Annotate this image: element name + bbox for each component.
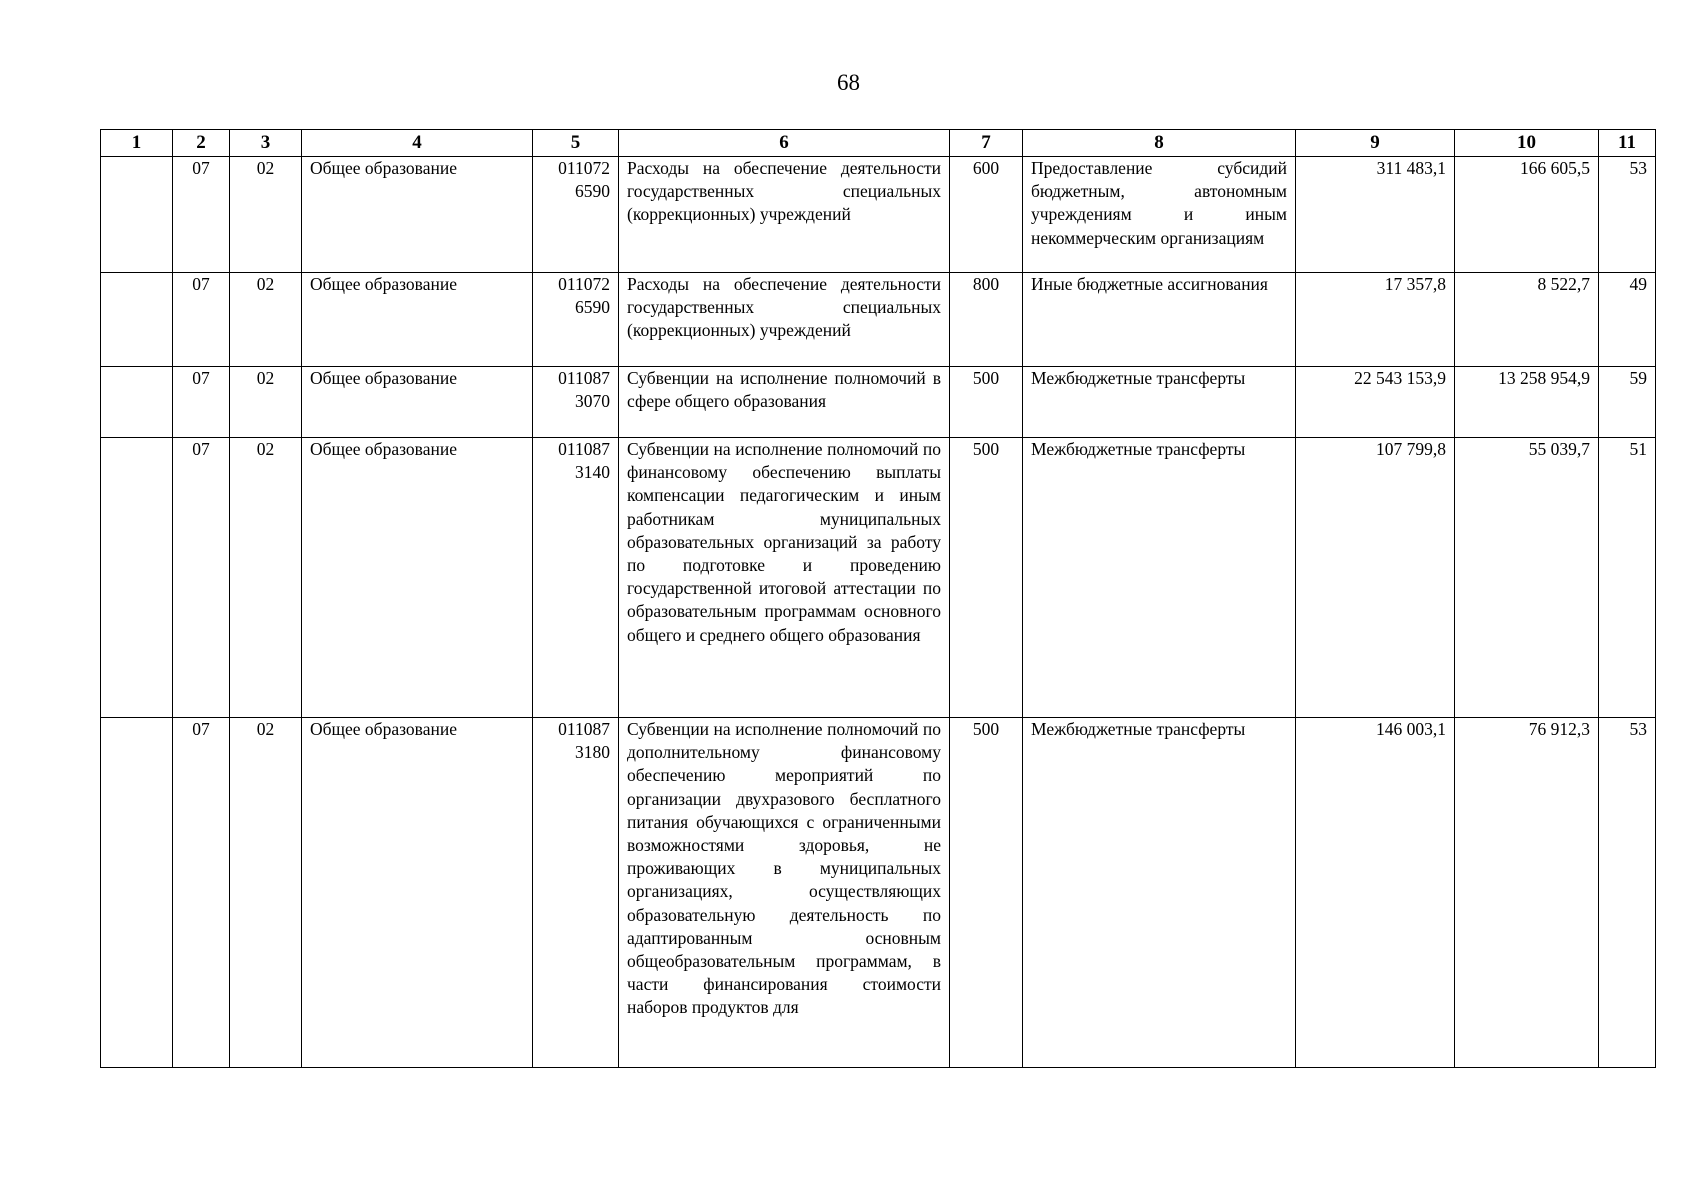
- percent-execution: 49: [1599, 273, 1656, 367]
- percent-execution: 53: [1599, 718, 1656, 1068]
- target-article-code: 011087 3070: [533, 367, 619, 438]
- amount-plan: 17 357,8: [1296, 273, 1455, 367]
- expense-description: Расходы на обеспечение деятельности государственных специальных (коррекционных) учреждений: [619, 273, 950, 367]
- column-header: 11: [1599, 130, 1656, 157]
- percent-execution: 59: [1599, 367, 1656, 438]
- table-row: [101, 157, 1656, 273]
- column-header: 5: [533, 130, 619, 157]
- section-name: Общее образование: [302, 367, 533, 438]
- amount-actual: 55 039,7: [1455, 438, 1599, 718]
- cell-col1: [101, 438, 173, 718]
- percent-execution: 51: [1599, 438, 1656, 718]
- subsection-code: 02: [230, 273, 302, 367]
- percent-execution: 53: [1599, 157, 1656, 273]
- expense-type-name: Межбюджетные трансферты: [1023, 438, 1296, 718]
- section-name: Общее образование: [302, 438, 533, 718]
- target-article-code: 011072 6590: [533, 157, 619, 273]
- section-name: Общее образование: [302, 718, 533, 1068]
- cell-col1: [101, 157, 173, 273]
- expense-description: Субвенции на исполнение полномочий по финансовому обеспечению выплаты компенсации педагогическим и иным работникам муниципальных образовательных организаций за работу по подготовке и проведению государственной итоговой аттестации по образовательным программам основного общего и среднего общего образования: [619, 438, 950, 718]
- expense-type-code: 500: [950, 718, 1023, 1068]
- target-article-code: 011072 6590: [533, 273, 619, 367]
- amount-actual: 8 522,7: [1455, 273, 1599, 367]
- column-header: 1: [101, 130, 173, 157]
- amount-plan: 311 483,1: [1296, 157, 1455, 273]
- expense-type-name: Межбюджетные трансферты: [1023, 718, 1296, 1068]
- subsection-code: 02: [230, 367, 302, 438]
- expense-type-name: Иные бюджетные ассигнования: [1023, 273, 1296, 367]
- section-code: 07: [173, 157, 230, 273]
- target-article-code: 011087 3180: [533, 718, 619, 1068]
- table-row: [101, 273, 1656, 367]
- section-code: 07: [173, 273, 230, 367]
- expense-description: Субвенции на исполнение полномочий по дополнительному финансовому обеспечению мероприятий по организации двухразового бесплатного питания обучающихся с ограниченными возможностями здоровья, не проживающих в муниципальных организациях, осуществляющих образовательную деятельность по адаптированным основным общеобразовательным программам, в части финансирования стоимости наборов продуктов для: [619, 718, 950, 1068]
- column-header: 8: [1023, 130, 1296, 157]
- amount-plan: 22 543 153,9: [1296, 367, 1455, 438]
- section-name: Общее образование: [302, 157, 533, 273]
- cell-col1: [101, 718, 173, 1068]
- expense-description: Субвенции на исполнение полномочий в сфере общего образования: [619, 367, 950, 438]
- column-header: 9: [1296, 130, 1455, 157]
- budget-table: [100, 129, 1656, 1068]
- expense-type-name: Предоставление субсидий бюджетным, автономным учреждениям и иным некоммерческим организациям: [1023, 157, 1296, 273]
- expense-description: Расходы на обеспечение деятельности государственных специальных (коррекционных) учреждений: [619, 157, 950, 273]
- section-code: 07: [173, 718, 230, 1068]
- column-header: 6: [619, 130, 950, 157]
- cell-col1: [101, 273, 173, 367]
- column-header: 4: [302, 130, 533, 157]
- amount-actual: 166 605,5: [1455, 157, 1599, 273]
- table-row: [101, 438, 1656, 718]
- subsection-code: 02: [230, 438, 302, 718]
- table-row: [101, 718, 1656, 1068]
- expense-type-code: 500: [950, 367, 1023, 438]
- page-number: 68: [837, 70, 860, 95]
- column-header: 2: [173, 130, 230, 157]
- column-header: 7: [950, 130, 1023, 157]
- subsection-code: 02: [230, 157, 302, 273]
- amount-plan: 107 799,8: [1296, 438, 1455, 718]
- amount-actual: 76 912,3: [1455, 718, 1599, 1068]
- section-code: 07: [173, 367, 230, 438]
- expense-type-code: 600: [950, 157, 1023, 273]
- section-code: 07: [173, 438, 230, 718]
- amount-actual: 13 258 954,9: [1455, 367, 1599, 438]
- column-header: 10: [1455, 130, 1599, 157]
- target-article-code: 011087 3140: [533, 438, 619, 718]
- subsection-code: 02: [230, 718, 302, 1068]
- section-name: Общее образование: [302, 273, 533, 367]
- expense-type-name: Межбюджетные трансферты: [1023, 367, 1296, 438]
- cell-col1: [101, 367, 173, 438]
- table-row: [101, 367, 1656, 438]
- expense-type-code: 500: [950, 438, 1023, 718]
- amount-plan: 146 003,1: [1296, 718, 1455, 1068]
- expense-type-code: 800: [950, 273, 1023, 367]
- header-row: [101, 130, 1656, 157]
- column-header: 3: [230, 130, 302, 157]
